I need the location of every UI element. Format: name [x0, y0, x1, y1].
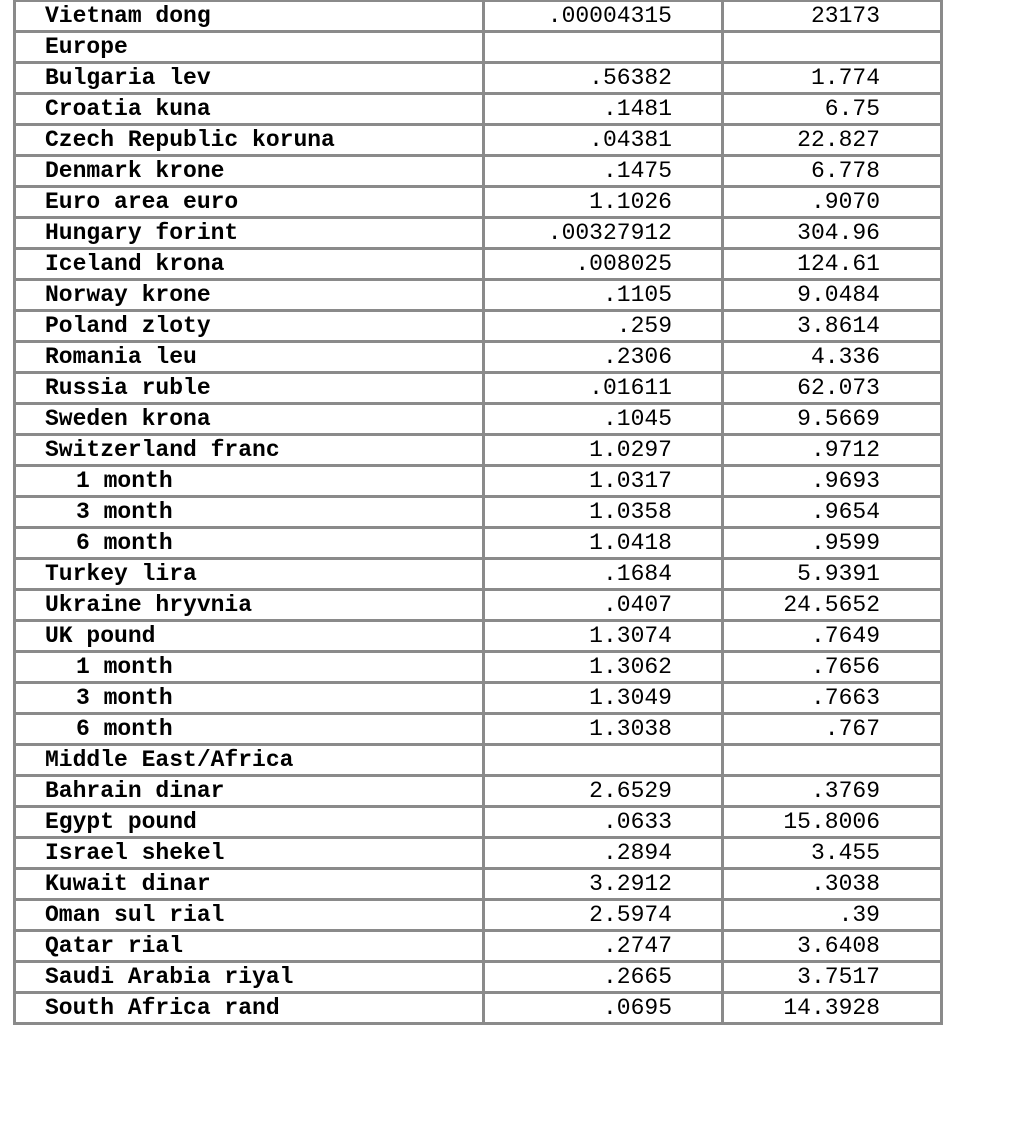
- table-row: [15, 1, 942, 32]
- usd-equivalent-cell: 2.6529: [484, 776, 723, 807]
- usd-equivalent-cell: .56382: [484, 63, 723, 94]
- table-row: [15, 125, 942, 156]
- table-row: [15, 869, 942, 900]
- usd-equivalent-cell: .01611: [484, 373, 723, 404]
- currency-name: Switzerland franc: [15, 435, 484, 466]
- currency-name: Iceland krona: [15, 249, 484, 280]
- currency-name: Croatia kuna: [15, 94, 484, 125]
- table-row: [15, 652, 942, 683]
- usd-equivalent-cell: .0695: [484, 993, 723, 1024]
- currency-name: South Africa rand: [15, 993, 484, 1024]
- section-header-row: [15, 745, 942, 776]
- currency-name: Bulgaria lev: [15, 63, 484, 94]
- currency-per-usd-cell: 3.6408: [723, 931, 942, 962]
- currency-per-usd-cell: .39: [723, 900, 942, 931]
- currency-name: Norway krone: [15, 280, 484, 311]
- currency-name: Vietnam dong: [15, 1, 484, 32]
- currency-name: Denmark krone: [15, 156, 484, 187]
- currency-per-usd-cell: .7649: [723, 621, 942, 652]
- currency-per-usd-cell: 23173: [723, 1, 942, 32]
- usd-equivalent-cell: .008025: [484, 249, 723, 280]
- currency-per-usd-cell: 6.778: [723, 156, 942, 187]
- table-row: [15, 528, 942, 559]
- table-row: [15, 993, 942, 1024]
- currency-name: 1 month: [15, 466, 484, 497]
- table-row: [15, 900, 942, 931]
- table-row: [15, 187, 942, 218]
- currency-name: Poland zloty: [15, 311, 484, 342]
- usd-equivalent-cell: .2665: [484, 962, 723, 993]
- usd-equivalent-cell: 1.0317: [484, 466, 723, 497]
- currency-per-usd-cell: 6.75: [723, 94, 942, 125]
- usd-equivalent-cell: 1.3074: [484, 621, 723, 652]
- table-row: [15, 807, 942, 838]
- currency-per-usd-cell: 3.8614: [723, 311, 942, 342]
- currency-name: 6 month: [15, 528, 484, 559]
- usd-equivalent-cell: .00004315: [484, 1, 723, 32]
- usd-equivalent-cell: 1.3049: [484, 683, 723, 714]
- usd-equivalent-cell: [484, 745, 723, 776]
- table-row: [15, 683, 942, 714]
- table-row: [15, 218, 942, 249]
- currency-per-usd-cell: 15.8006: [723, 807, 942, 838]
- currency-per-usd-cell: .9070: [723, 187, 942, 218]
- usd-equivalent-cell: .0633: [484, 807, 723, 838]
- usd-equivalent-cell: .1481: [484, 94, 723, 125]
- currency-name: 1 month: [15, 652, 484, 683]
- currency-per-usd-cell: .767: [723, 714, 942, 745]
- currency-per-usd-cell: .7663: [723, 683, 942, 714]
- currency-name: Egypt pound: [15, 807, 484, 838]
- usd-equivalent-cell: 1.0358: [484, 497, 723, 528]
- currency-name: Sweden krona: [15, 404, 484, 435]
- table-row: [15, 621, 942, 652]
- usd-equivalent-cell: 2.5974: [484, 900, 723, 931]
- table-row: [15, 156, 942, 187]
- usd-equivalent-cell: .1475: [484, 156, 723, 187]
- currency-name: Ukraine hryvnia: [15, 590, 484, 621]
- currency-per-usd-cell: .3769: [723, 776, 942, 807]
- currency-name: Hungary forint: [15, 218, 484, 249]
- table-row: [15, 404, 942, 435]
- currency-name: Romania leu: [15, 342, 484, 373]
- currency-per-usd-cell: [723, 32, 942, 63]
- usd-equivalent-cell: .2306: [484, 342, 723, 373]
- currency-per-usd-cell: 14.3928: [723, 993, 942, 1024]
- usd-equivalent-cell: .04381: [484, 125, 723, 156]
- usd-equivalent-cell: 1.3038: [484, 714, 723, 745]
- usd-equivalent-cell: .1105: [484, 280, 723, 311]
- usd-equivalent-cell: 3.2912: [484, 869, 723, 900]
- currency-per-usd-cell: 1.774: [723, 63, 942, 94]
- table-row: [15, 838, 942, 869]
- usd-equivalent-cell: .259: [484, 311, 723, 342]
- table-row: [15, 714, 942, 745]
- table-row: [15, 931, 942, 962]
- currency-name: Russia ruble: [15, 373, 484, 404]
- table-row: [15, 590, 942, 621]
- usd-equivalent-cell: 1.0418: [484, 528, 723, 559]
- table-row: [15, 63, 942, 94]
- table-row: [15, 311, 942, 342]
- currency-name: Qatar rial: [15, 931, 484, 962]
- currency-per-usd-cell: 9.0484: [723, 280, 942, 311]
- currency-per-usd-cell: 3.455: [723, 838, 942, 869]
- usd-equivalent-cell: .1684: [484, 559, 723, 590]
- table-row: [15, 342, 942, 373]
- table-row: [15, 435, 942, 466]
- currency-name: Israel shekel: [15, 838, 484, 869]
- currency-name: Czech Republic koruna: [15, 125, 484, 156]
- usd-equivalent-cell: .2894: [484, 838, 723, 869]
- usd-equivalent-cell: [484, 32, 723, 63]
- currency-name: Kuwait dinar: [15, 869, 484, 900]
- currency-per-usd-cell: .9654: [723, 497, 942, 528]
- currency-per-usd-cell: .9693: [723, 466, 942, 497]
- currency-name: Bahrain dinar: [15, 776, 484, 807]
- usd-equivalent-cell: 1.3062: [484, 652, 723, 683]
- currency-per-usd-cell: [723, 745, 942, 776]
- currency-per-usd-cell: .9599: [723, 528, 942, 559]
- currency-name: Oman sul rial: [15, 900, 484, 931]
- table-row: [15, 776, 942, 807]
- region-label: Middle East/Africa: [15, 745, 484, 776]
- currency-per-usd-cell: 5.9391: [723, 559, 942, 590]
- table-row: [15, 373, 942, 404]
- currency-name: 3 month: [15, 683, 484, 714]
- section-header-row: [15, 32, 942, 63]
- usd-equivalent-cell: .2747: [484, 931, 723, 962]
- currency-per-usd-cell: .3038: [723, 869, 942, 900]
- usd-equivalent-cell: .1045: [484, 404, 723, 435]
- table-row: [15, 559, 942, 590]
- table-row: [15, 962, 942, 993]
- currency-per-usd-cell: 4.336: [723, 342, 942, 373]
- currency-per-usd-cell: 9.5669: [723, 404, 942, 435]
- currency-per-usd-cell: 22.827: [723, 125, 942, 156]
- currency-name: Euro area euro: [15, 187, 484, 218]
- currency-per-usd-cell: 124.61: [723, 249, 942, 280]
- rates-table-body: [15, 1, 942, 1024]
- usd-equivalent-cell: .0407: [484, 590, 723, 621]
- table-row: [15, 497, 942, 528]
- usd-equivalent-cell: 1.1026: [484, 187, 723, 218]
- currency-per-usd-cell: 24.5652: [723, 590, 942, 621]
- currency-per-usd-cell: .7656: [723, 652, 942, 683]
- currency-name: Turkey lira: [15, 559, 484, 590]
- currency-name: Saudi Arabia riyal: [15, 962, 484, 993]
- usd-equivalent-cell: .00327912: [484, 218, 723, 249]
- table-row: [15, 466, 942, 497]
- region-label: Europe: [15, 32, 484, 63]
- currency-per-usd-cell: .9712: [723, 435, 942, 466]
- currency-per-usd-cell: 3.7517: [723, 962, 942, 993]
- currency-name: 3 month: [15, 497, 484, 528]
- currency-per-usd-cell: 304.96: [723, 218, 942, 249]
- usd-equivalent-cell: 1.0297: [484, 435, 723, 466]
- currency-name: UK pound: [15, 621, 484, 652]
- table-row: [15, 280, 942, 311]
- table-row: [15, 249, 942, 280]
- currency-rates-table: [13, 0, 943, 1025]
- currency-name: 6 month: [15, 714, 484, 745]
- table-row: [15, 94, 942, 125]
- currency-per-usd-cell: 62.073: [723, 373, 942, 404]
